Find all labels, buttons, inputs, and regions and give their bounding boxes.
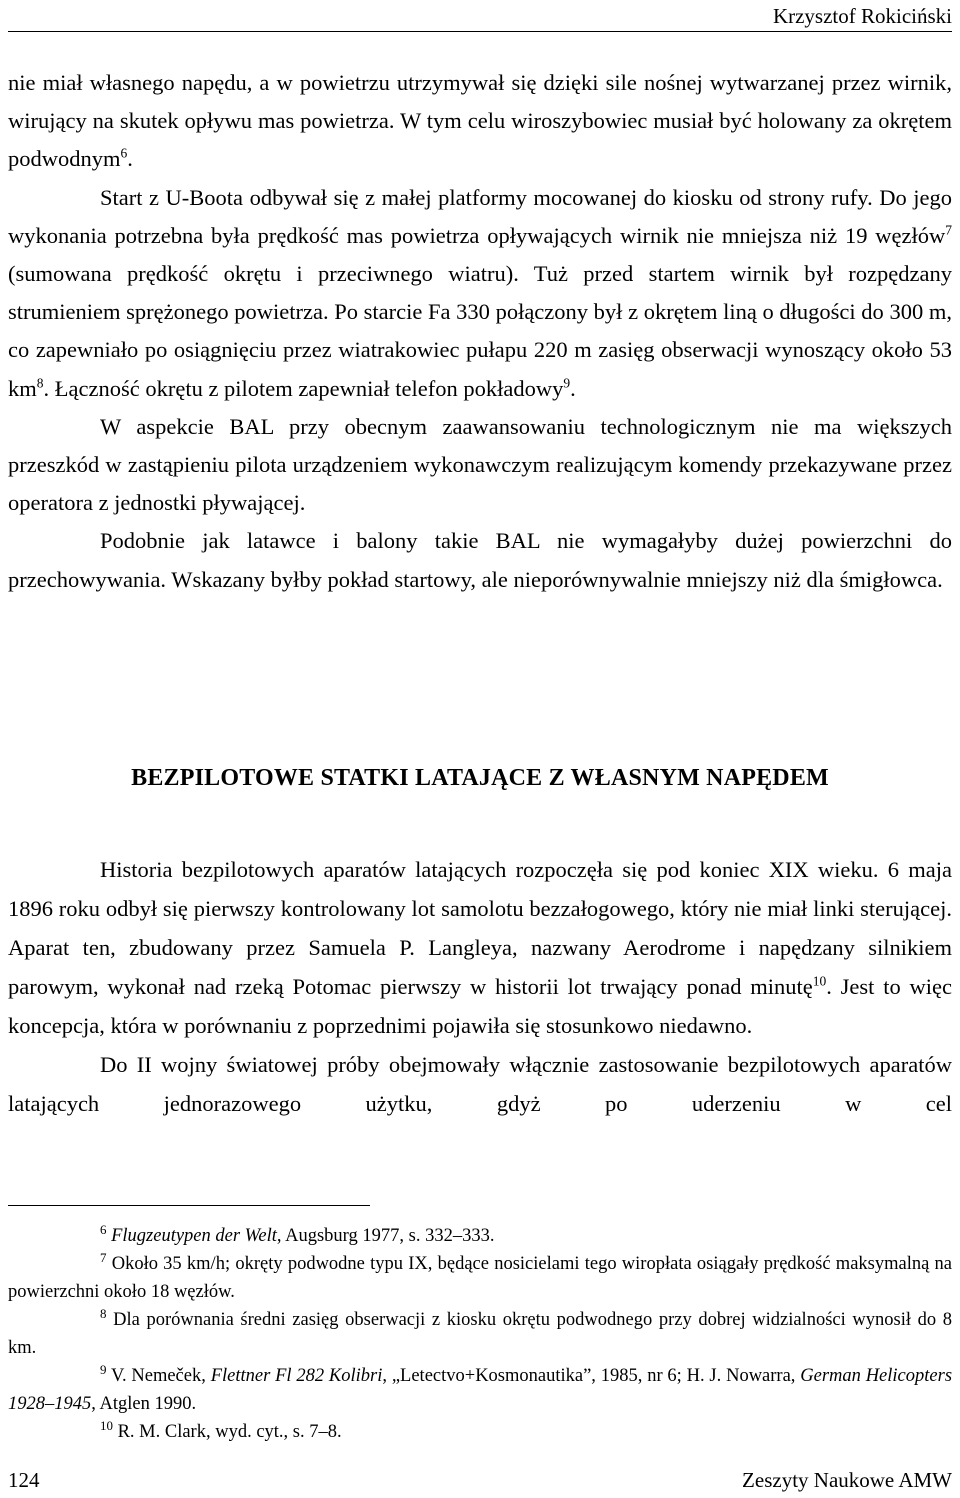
footnote: $^8$ Dla porównania średni zasięg obserwacji z kiosku okrętu podwodnego przy dobrej widzialności wynosił do 8 km. xyxy=(8,1305,952,1358)
footnote: $^7$ Około 35 km/h; okręty podwodne typu IX, będące nosicielami tego wiropłata osiągały prędkość maksymalną na powierzchni około 18 węzłów. xyxy=(8,1249,952,1302)
footnote: $^6$ Flugzeutypen der Welt, Augsburg 1977, s. 332–333. xyxy=(100,1221,495,1246)
running-head-author: Krzysztof Rokiciński xyxy=(772,4,952,28)
paragraph: nie miał własnego napędu, a w powietrzu utrzymywał się dzięki sile nośnej wytwarzanej przez wirnik, wirujący na skutek opływu mas powietrza. W tym celu wiroszybowiec musiał być holowany za okrętem podwodnym$^6$. xyxy=(8,70,952,172)
paragraph: Do II wojny światowej próby obejmowały włącznie zastosowanie bezpilotowych aparatów latających jednorazowego użytku, gdyż po uderzeniu w cel xyxy=(8,1052,952,1116)
footnote-ref[interactable]: 8 xyxy=(36,375,44,391)
footnote-separator xyxy=(8,1205,370,1206)
journal-title: Zeszyty Naukowe AMW xyxy=(742,1468,952,1492)
paragraph: Podobnie jak latawce i balony takie BAL nie wymagałyby dużej powierzchni do przechowywania. Wskazany byłby pokład startowy, ale nieporównywalnie mniejszy niż dla śmigłowca. xyxy=(8,528,952,592)
footnote-ref[interactable]: 7 xyxy=(945,222,952,238)
header-rule xyxy=(8,31,952,32)
paragraph: Start z U-Boota odbywał się z małej platformy mocowanej do kiosku od strony rufy. Do jego wykonania potrzebna była prędkość mas powietrza opływających wirnik nie mniejsza niż 19 węzłów$^7$ (sumowana prędkość okrętu i przeciwnego wiatru). Tuż przed startem wirnik był rozpędzany strumieniem sprężonego powietrza. Po starcie Fa 330 połączony był z okrętem liną o długości do 300 m, co zapewniało po osiągnięciu przez wiatrakowiec pułapu 220 m zasięg obserwacji wynoszący około 53 $km^8$. Łączność okrętu z pilotem zapewniał telefon pokładowy$^9$. xyxy=(8,184,952,401)
paragraph: W aspekcie BAL przy obecnym zaawansowaniu technologicznym nie ma większych przeszkód w zastąpieniu pilota urządzeniem wykonawczym realizującym komendy przekazywane przez operatora z jednostki pływającej. xyxy=(8,413,952,516)
paragraph: Historia bezpilotowych aparatów latających rozpoczęła się pod koniec XIX wieku. 6 maja 1896 roku odbył się pierwszy kontrolowany lot samolotu bezzałogowego, który nie miał linki sterującej. Aparat ten, zbudowany przez Samuela P. Langleya, nazwany Aerodrome i napędzany silnikiem parowym, wykonał nad rzeką Potomac pierwszy w historii lot trwający ponad minutę$^{10}$. Jest to więc koncepcja, która w porównaniu z poprzednimi pojawiła się stosunkowo niedawno. xyxy=(8,857,952,1038)
page-header xyxy=(0,0,960,30)
footnote: $^{10}$ R. M. Clark, wyd. cyt., s. 7–8. xyxy=(100,1417,342,1442)
footnote: $^9$ V. Nemeček, Flettner Fl 282 Kolibri, „Letectvo+Kosmonautika”, 1985, nr 6; H. J. Nowarra, German Helicopters 1928–1945, Atglen 1990. xyxy=(8,1361,953,1414)
section-body xyxy=(8,850,952,1123)
body-text xyxy=(8,64,952,599)
footnote-ref[interactable]: 10 xyxy=(812,973,827,989)
footnotes xyxy=(8,1222,952,1446)
section-heading: BEZPILOTOWE STATKI LATAJĄCE Z WŁASNYM NAPĘDEM xyxy=(131,765,829,791)
footnote-ref[interactable]: 6 xyxy=(120,145,128,161)
page-number: 124 xyxy=(8,1468,40,1492)
footnote-ref[interactable]: 9 xyxy=(563,375,571,391)
